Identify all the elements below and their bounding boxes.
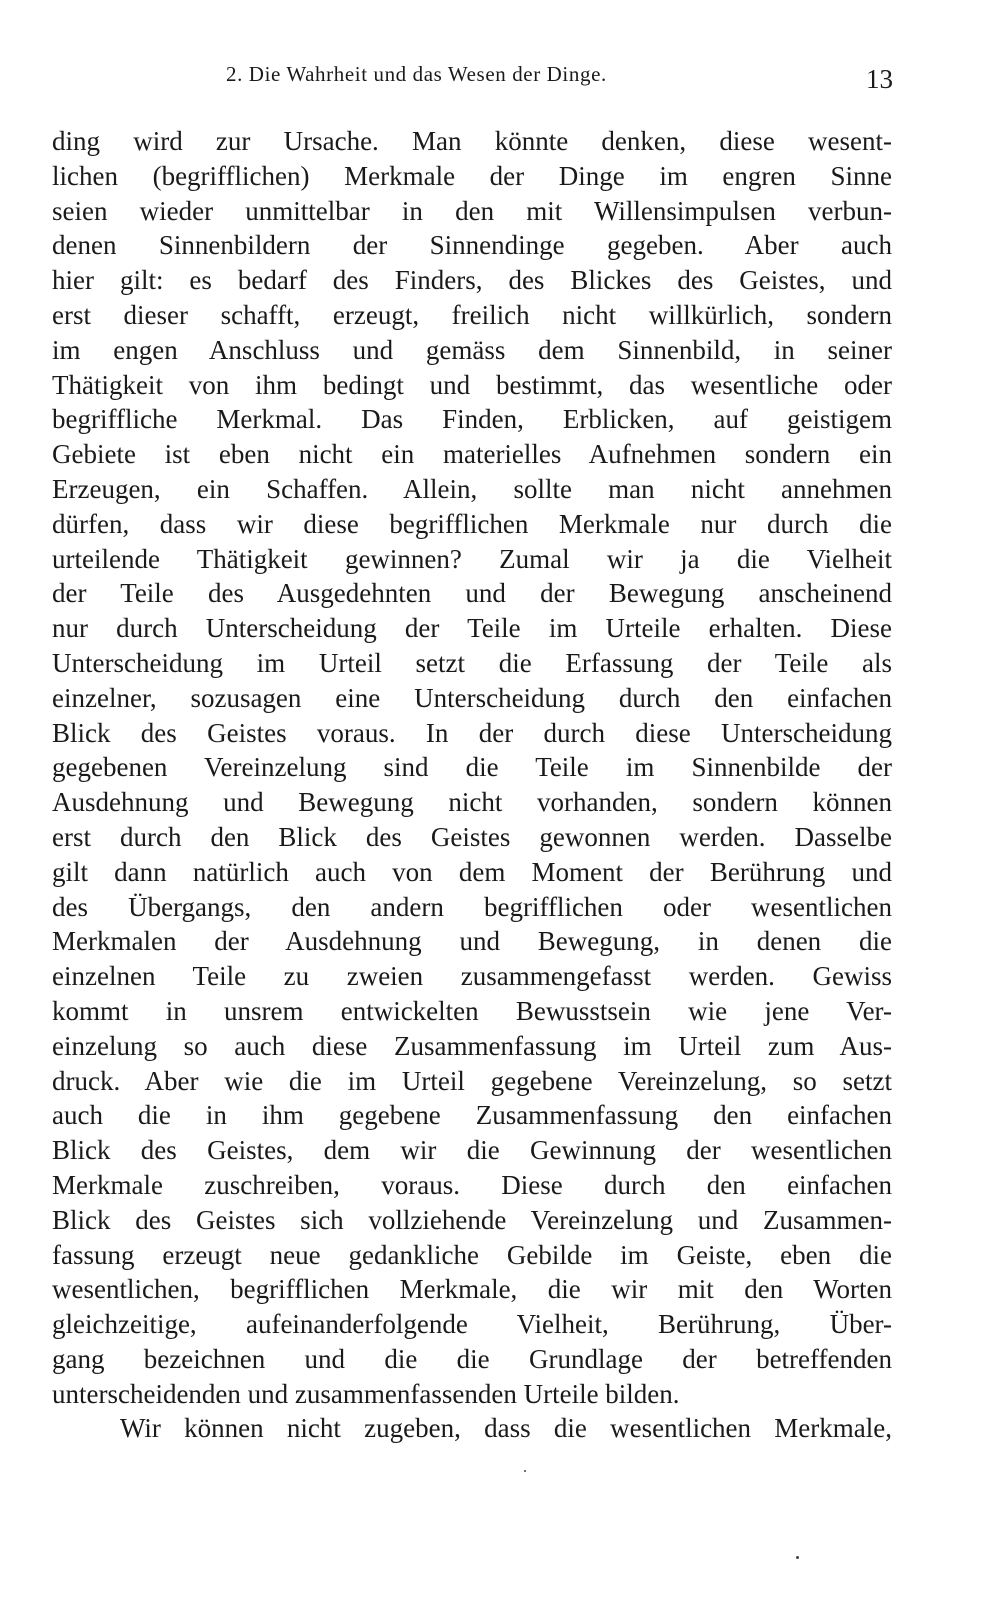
print-speck xyxy=(796,1556,799,1559)
text-line: gleichzeitige, aufeinanderfolgende Vielheit, Berührung, Über- xyxy=(52,1309,892,1340)
text-line: Merkmale zuschreiben, voraus. Diese durch den einfachen xyxy=(52,1169,892,1200)
running-head xyxy=(0,62,1000,92)
text-line: Blick des Geistes sich vollziehende Vereinzelung und Zusammen- xyxy=(52,1204,892,1235)
text-line: nur durch Unterscheidung der Teile im Urteile erhalten. Diese xyxy=(52,613,892,644)
text-line: Ausdehnung und Bewegung nicht vorhanden, sondern können xyxy=(52,787,892,818)
text-line: gang bezeichnen und die die Grundlage der betreffenden xyxy=(52,1343,892,1374)
text-line: einzelung so auch diese Zusammenfassung im Urteil zum Aus- xyxy=(52,1030,892,1061)
text-line: Blick des Geistes, dem wir die Gewinnung der wesentlichen xyxy=(52,1135,892,1166)
text-line: gegebenen Vereinzelung sind die Teile im Sinnenbilde der xyxy=(52,752,892,783)
text-line: lichen (begrifflichen) Merkmale der Dinge im engren Sinne xyxy=(52,160,892,191)
text-line: urteilende Thätigkeit gewinnen? Zumal wir ja die Vielheit xyxy=(52,543,892,574)
chapter-running-title: 2. Die Wahrheit und das Wesen der Dinge. xyxy=(226,62,607,86)
text-line: Erzeugen, ein Schaffen. Allein, sollte man nicht annehmen xyxy=(52,473,892,504)
text-line: fassung erzeugt neue gedankliche Gebilde im Geiste, eben die xyxy=(52,1239,892,1270)
text-line: einzelnen Teile zu zweien zusammengefasst werden. Gewiss xyxy=(52,961,892,992)
text-line: seien wieder unmittelbar in den mit Willensimpulsen verbun- xyxy=(52,195,892,226)
text-line: wesentlichen, begrifflichen Merkmale, die wir mit den Worten xyxy=(52,1274,892,1305)
text-line: Merkmalen der Ausdehnung und Bewegung, in denen die xyxy=(52,926,892,957)
page-number: 13 xyxy=(866,64,893,94)
body-text xyxy=(52,124,892,1446)
text-line: gilt dann natürlich auch von dem Moment der Berührung und xyxy=(52,856,892,887)
text-line: auch die in ihm gegebene Zusammenfassung den einfachen xyxy=(52,1100,892,1131)
text-line: Gebiete ist eben nicht ein materielles Aufnehmen sondern ein xyxy=(52,439,892,470)
paragraph-end-line: unterscheidenden und zusammenfassenden Urteile bilden. xyxy=(52,1378,680,1409)
text-line: der Teile des Ausgedehnten und der Bewegung anscheinend xyxy=(52,578,892,609)
text-line: Thätigkeit von ihm bedingt und bestimmt, das wesentliche oder xyxy=(52,369,892,400)
text-line: erst durch den Blick des Geistes gewonnen werden. Dasselbe xyxy=(52,821,892,852)
text-line: dürfen, dass wir diese begrifflichen Merkmale nur durch die xyxy=(52,508,892,539)
text-line: kommt in unsrem entwickelten Bewusstsein wie jene Ver- xyxy=(52,995,892,1026)
text-line: begriffliche Merkmal. Das Finden, Erblicken, auf geistigem xyxy=(52,404,892,435)
text-line: denen Sinnenbildern der Sinnendinge gegeben. Aber auch xyxy=(52,230,892,261)
text-line: einzelner, sozusagen eine Unterscheidung durch den einfachen xyxy=(52,682,892,713)
print-speck xyxy=(524,1470,526,1472)
paragraph-start-line: Wir können nicht zugeben, dass die wesentlichen Merkmale, xyxy=(120,1413,892,1444)
text-line: Unterscheidung im Urteil setzt die Erfassung der Teile als xyxy=(52,647,892,678)
text-line: Blick des Geistes voraus. In der durch diese Unterscheidung xyxy=(52,717,892,748)
text-line: druck. Aber wie die im Urteil gegebene Vereinzelung, so setzt xyxy=(52,1065,892,1096)
text-line: ding wird zur Ursache. Man könnte denken, diese wesent- xyxy=(52,126,892,156)
text-line: des Übergangs, den andern begrifflichen oder wesentlichen xyxy=(52,891,892,922)
text-line: erst dieser schafft, erzeugt, freilich nicht willkürlich, sondern xyxy=(52,299,892,330)
text-line: hier gilt: es bedarf des Finders, des Blickes des Geistes, und xyxy=(52,265,892,296)
text-line: im engen Anschluss und gemäss dem Sinnenbild, in seiner xyxy=(52,334,892,365)
